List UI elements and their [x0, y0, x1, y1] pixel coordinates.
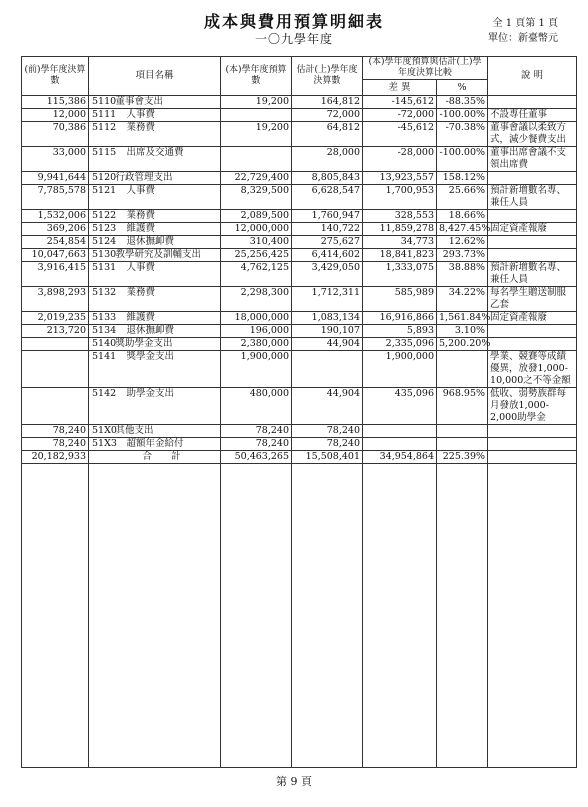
difference-cell: 13,923,557 [363, 172, 437, 185]
note-cell [488, 451, 577, 464]
difference-cell: -72,000 [363, 109, 437, 122]
prev-year-cell: 78,240 [22, 425, 89, 438]
percent-cell: 3.10% [437, 325, 488, 338]
budget-cell: 1,900,000 [221, 351, 292, 388]
code-cell: 5120 [89, 172, 113, 185]
prev-year-cell: 7,785,578 [22, 185, 89, 210]
item-name-cell: 合 計 [113, 451, 221, 464]
item-name-cell: 超額年金給付 [113, 438, 221, 451]
note-cell [488, 249, 577, 262]
blank-cell [22, 464, 89, 768]
estimate-cell: 64,812 [292, 122, 363, 147]
item-name-cell: 業務費 [113, 287, 221, 312]
budget-cell: 25,256,425 [221, 249, 292, 262]
table-row [22, 185, 577, 210]
code-cell: 51X0 [89, 425, 113, 438]
budget-cell: 78,240 [221, 438, 292, 451]
header-estimate: 估計(上)學年度決算數 [292, 57, 363, 96]
code-cell: 5141 [89, 351, 113, 388]
item-name-cell: 人事費 [113, 109, 221, 122]
header-budget: (本)學年度預算數 [221, 57, 292, 96]
page-info [488, 16, 558, 46]
prev-year-cell: 254,854 [22, 236, 89, 249]
difference-cell: 435,096 [363, 388, 437, 425]
estimate-cell: 78,240 [292, 438, 363, 451]
prev-year-cell: 2,019,235 [22, 312, 89, 325]
code-cell: 5111 [89, 109, 113, 122]
header-comparison: (本)學年度預算與估計(上)學年度決算比較 [363, 57, 488, 80]
budget-cell: 12,000,000 [221, 223, 292, 236]
percent-cell: 225.39% [437, 451, 488, 464]
table-row [22, 262, 577, 287]
code-cell: 5123 [89, 223, 113, 236]
budget-cell: 18,000,000 [221, 312, 292, 325]
percent-cell: 968.95% [437, 388, 488, 425]
table-row [22, 172, 577, 185]
percent-cell: 12.62% [437, 236, 488, 249]
item-name-cell: 其他支出 [113, 425, 221, 438]
estimate-cell: 1,712,311 [292, 287, 363, 312]
difference-cell: 2,335,096 [363, 338, 437, 351]
code-cell: 5115 [89, 147, 113, 172]
estimate-cell: 164,812 [292, 96, 363, 109]
prev-year-cell: 213,720 [22, 325, 89, 338]
difference-cell: 1,900,000 [363, 351, 437, 388]
prev-year-cell: 369,206 [22, 223, 89, 236]
percent-cell: -70.38% [437, 122, 488, 147]
estimate-cell: 44,904 [292, 388, 363, 425]
table-row [22, 287, 577, 312]
item-name-cell: 業務費 [113, 122, 221, 147]
difference-cell: -45,612 [363, 122, 437, 147]
note-cell: 每名學生贈送制服乙套 [488, 287, 577, 312]
percent-cell: 5,200.20% [437, 338, 488, 351]
table-row [22, 438, 577, 451]
code-cell: 5112 [89, 122, 113, 147]
note-cell [488, 325, 577, 338]
blank-cell [363, 464, 437, 768]
item-name-cell: 教學研究及訓輔支出 [113, 249, 221, 262]
percent-cell: 34.22% [437, 287, 488, 312]
table-row [22, 351, 577, 388]
budget-cell: 2,380,000 [221, 338, 292, 351]
note-cell: 固定資產報廢 [488, 223, 577, 236]
table-row [22, 122, 577, 147]
difference-cell: 16,916,866 [363, 312, 437, 325]
budget-cell: 2,089,500 [221, 210, 292, 223]
budget-cell: 19,200 [221, 96, 292, 109]
prev-year-cell: 3,898,293 [22, 287, 89, 312]
estimate-cell: 140,722 [292, 223, 363, 236]
difference-cell: 1,700,953 [363, 185, 437, 210]
note-cell: 低收、弱勢族群每月發放1,000-2,000助學金 [488, 388, 577, 425]
budget-cell: 480,000 [221, 388, 292, 425]
estimate-cell: 28,000 [292, 147, 363, 172]
difference-cell: 18,841,823 [363, 249, 437, 262]
prev-year-cell: 9,941,644 [22, 172, 89, 185]
prev-year-cell [22, 338, 89, 351]
table-row [22, 325, 577, 338]
note-cell: 固定資產報廢 [488, 312, 577, 325]
code-cell: 5132 [89, 287, 113, 312]
blank-cell [89, 464, 113, 768]
table-row [22, 109, 577, 122]
difference-cell: 34,954,864 [363, 451, 437, 464]
page-footer: 第 9 頁 [276, 775, 312, 788]
estimate-cell: 1,760,947 [292, 210, 363, 223]
code-cell: 5110 [89, 96, 113, 109]
table-row [22, 388, 577, 425]
blank-cell [488, 464, 577, 768]
percent-cell: 158.12% [437, 172, 488, 185]
budget-cell [221, 147, 292, 172]
item-name-cell: 出席及交通費 [113, 147, 221, 172]
percent-cell: 38.88% [437, 262, 488, 287]
item-name-cell: 維護費 [113, 223, 221, 236]
estimate-cell: 190,107 [292, 325, 363, 338]
percent-cell: -100.00% [437, 147, 488, 172]
budget-cell: 78,240 [221, 425, 292, 438]
note-cell [488, 210, 577, 223]
prev-year-cell: 78,240 [22, 438, 89, 451]
item-name-cell: 董事會支出 [113, 96, 221, 109]
budget-cell [221, 109, 292, 122]
estimate-cell: 275,627 [292, 236, 363, 249]
note-cell [488, 438, 577, 451]
note-cell [488, 172, 577, 185]
item-name-cell: 獎學金支出 [113, 351, 221, 388]
header-prev-year: (前)學年度決算數 [22, 57, 89, 96]
difference-cell: 328,553 [363, 210, 437, 223]
code-cell: 5142 [89, 388, 113, 425]
table-row [22, 312, 577, 325]
prev-year-cell: 12,000 [22, 109, 89, 122]
header-note: 說 明 [488, 57, 577, 96]
item-name-cell: 助學金支出 [113, 388, 221, 425]
code-cell: 5121 [89, 185, 113, 210]
item-name-cell: 退休撫卹費 [113, 325, 221, 338]
table-row [22, 338, 577, 351]
currency-unit: 單位：新臺幣元 [488, 33, 558, 44]
estimate-cell: 6,414,602 [292, 249, 363, 262]
prev-year-cell: 115,386 [22, 96, 89, 109]
code-cell: 5124 [89, 236, 113, 249]
item-name-cell: 人事費 [113, 185, 221, 210]
table-row [22, 425, 577, 438]
item-name-cell: 維護費 [113, 312, 221, 325]
note-cell [488, 96, 577, 109]
difference-cell: 1,333,075 [363, 262, 437, 287]
blank-cell [437, 464, 488, 768]
note-cell: 學業、競賽等成績優異，放發1,000-10,000之不等金額 [488, 351, 577, 388]
code-cell: 5122 [89, 210, 113, 223]
note-cell: 董事出席會議不支領出席費 [488, 147, 577, 172]
header-difference: 差 異 [363, 80, 437, 96]
prev-year-cell: 20,182,933 [22, 451, 89, 464]
estimate-cell [292, 351, 363, 388]
difference-cell [363, 438, 437, 451]
estimate-cell: 78,240 [292, 425, 363, 438]
percent-cell: 8,427.45% [437, 223, 488, 236]
budget-cell: 50,463,265 [221, 451, 292, 464]
code-cell: 5133 [89, 312, 113, 325]
code-cell [89, 451, 113, 464]
difference-cell: 11,859,278 [363, 223, 437, 236]
prev-year-cell [22, 351, 89, 388]
difference-cell: 5,893 [363, 325, 437, 338]
document-title: 成本與費用預算明細表 [203, 12, 384, 31]
prev-year-cell: 1,532,006 [22, 210, 89, 223]
item-name-cell: 行政管理支出 [113, 172, 221, 185]
table-row [22, 249, 577, 262]
table-row [22, 236, 577, 249]
percent-cell: 293.73% [437, 249, 488, 262]
code-cell: 5130 [89, 249, 113, 262]
difference-cell: -145,612 [363, 96, 437, 109]
header-percent: % [437, 80, 488, 96]
note-cell [488, 425, 577, 438]
percent-cell: 25.66% [437, 185, 488, 210]
blank-cell [292, 464, 363, 768]
percent-cell: 1,561.84% [437, 312, 488, 325]
percent-cell: 18.66% [437, 210, 488, 223]
budget-table [21, 56, 577, 768]
budget-cell: 19,200 [221, 122, 292, 147]
budget-cell: 310,400 [221, 236, 292, 249]
percent-cell [437, 425, 488, 438]
estimate-cell: 8,805,843 [292, 172, 363, 185]
table-row [22, 147, 577, 172]
note-cell: 預計新增數名專、兼任人員 [488, 185, 577, 210]
blank-cell [221, 464, 292, 768]
estimate-cell: 72,000 [292, 109, 363, 122]
budget-cell: 2,298,300 [221, 287, 292, 312]
header-item-name: 項目名稱 [89, 57, 221, 96]
estimate-cell: 44,904 [292, 338, 363, 351]
note-cell [488, 338, 577, 351]
fiscal-year: 一〇九學年度 [254, 32, 333, 46]
prev-year-cell: 3,916,415 [22, 262, 89, 287]
prev-year-cell: 33,000 [22, 147, 89, 172]
budget-cell: 4,762,125 [221, 262, 292, 287]
item-name-cell: 業務費 [113, 210, 221, 223]
table-row [22, 96, 577, 109]
percent-cell: -88.35% [437, 96, 488, 109]
table-row [22, 210, 577, 223]
code-cell: 51X3 [89, 438, 113, 451]
difference-cell [363, 425, 437, 438]
prev-year-cell: 70,386 [22, 122, 89, 147]
page-count: 全 1 頁第 1 頁 [492, 18, 558, 29]
percent-cell [437, 438, 488, 451]
budget-cell: 8,329,500 [221, 185, 292, 210]
blank-row [22, 464, 577, 768]
table-row [22, 223, 577, 236]
percent-cell [437, 351, 488, 388]
code-cell: 5134 [89, 325, 113, 338]
prev-year-cell [22, 388, 89, 425]
code-cell: 5131 [89, 262, 113, 287]
budget-cell: 196,000 [221, 325, 292, 338]
table-body [22, 96, 577, 768]
prev-year-cell: 10,047,663 [22, 249, 89, 262]
percent-cell: -100.00% [437, 109, 488, 122]
estimate-cell: 6,628,547 [292, 185, 363, 210]
item-name-cell: 人事費 [113, 262, 221, 287]
budget-cell: 22,729,400 [221, 172, 292, 185]
note-cell [488, 236, 577, 249]
difference-cell: -28,000 [363, 147, 437, 172]
difference-cell: 34,773 [363, 236, 437, 249]
difference-cell: 585,989 [363, 287, 437, 312]
note-cell: 預計新增數名專、兼任人員 [488, 262, 577, 287]
note-cell: 不設專任董事 [488, 109, 577, 122]
blank-cell [113, 464, 221, 768]
estimate-cell: 3,429,050 [292, 262, 363, 287]
note-cell: 董事會議以柔致方式，減少餐費支出 [488, 122, 577, 147]
item-name-cell: 獎助學金支出 [113, 338, 221, 351]
estimate-cell: 1,083,134 [292, 312, 363, 325]
item-name-cell: 退休撫卹費 [113, 236, 221, 249]
estimate-cell: 15,508,401 [292, 451, 363, 464]
table-row [22, 451, 577, 464]
code-cell: 5140 [89, 338, 113, 351]
